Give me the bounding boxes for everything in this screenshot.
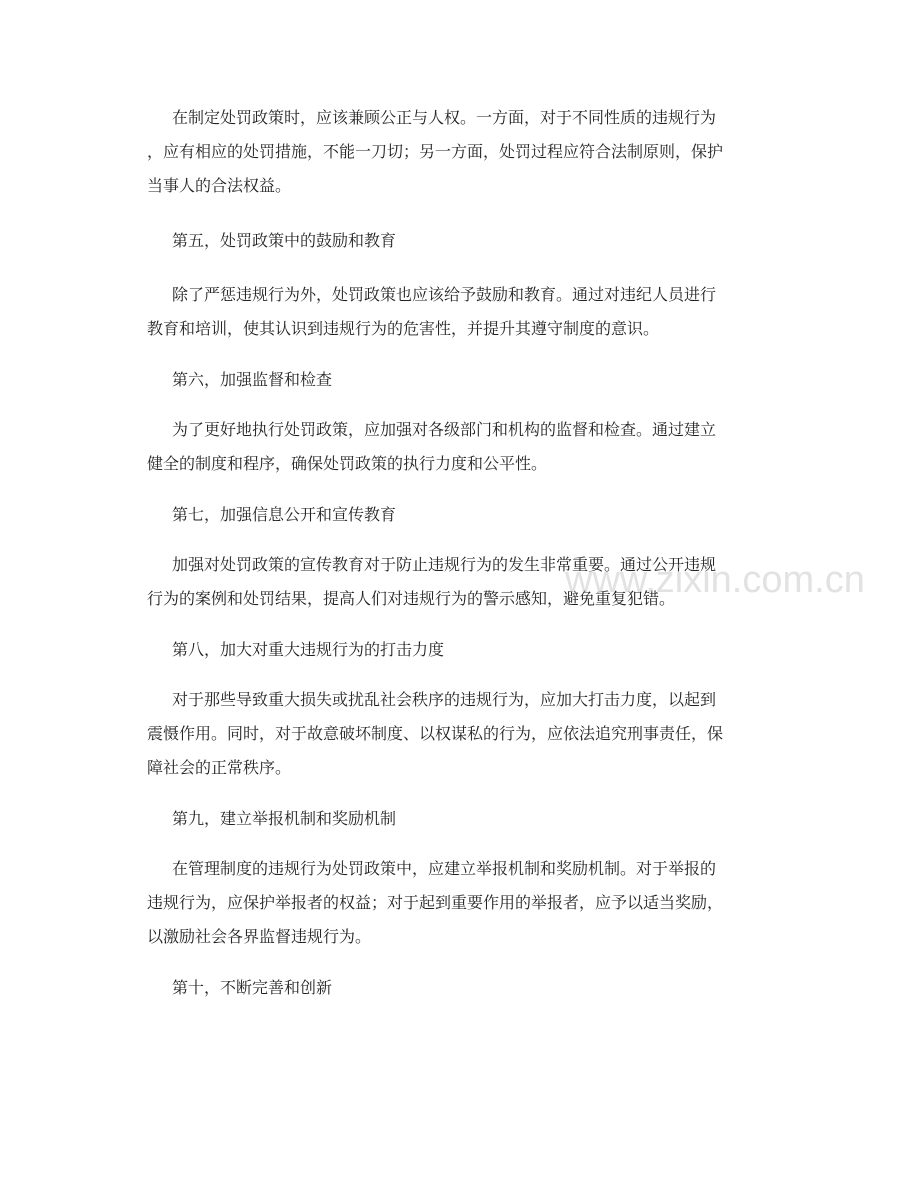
text-line: 在制定处罚政策时，应该兼顾公正与人权。一方面，对于不同性质的违规行为: [172, 108, 717, 127]
text-line: 健全的制度和程序，确保处罚政策的执行力度和公平性。: [147, 454, 548, 473]
text-line: 震慑作用。同时，对于故意破坏制度、以权谋私的行为，应依法追究刑事责任，保: [147, 724, 724, 743]
section-heading: 第八，加大对重大违规行为的打击力度: [172, 640, 445, 659]
text-line: 当事人的合法权益。: [147, 176, 292, 195]
text-line: 加强对处罚政策的宣传教育对于防止违规行为的发生非常重要。通过公开违规: [172, 555, 717, 574]
section-heading: 第七，加强信息公开和宣传教育: [172, 505, 397, 524]
text-line: 为了更好地执行处罚政策，应加强对各级部门和机构的监督和检查。通过建立: [172, 420, 717, 439]
text-line: 以激励社会各界监督违规行为。: [147, 927, 372, 946]
text-line: 教育和培训，使其认识到违规行为的危害性，并提升其遵守制度的意识。: [147, 319, 660, 338]
text-line: 障社会的正常秩序。: [147, 758, 292, 777]
text-line: 除了严惩违规行为外，处罚政策也应该给予鼓励和教育。通过对违纪人员进行: [172, 285, 717, 304]
text-line: 对于那些导致重大损失或扰乱社会秩序的违规行为，应加大打击力度，以起到: [172, 690, 717, 709]
text-line: 在管理制度的违规行为处罚政策中，应建立举报机制和奖励机制。对于举报的: [172, 859, 717, 878]
text-line: 违规行为，应保护举报者的权益；对于起到重要作用的举报者，应予以适当奖励，: [147, 893, 724, 912]
text-line: 行为的案例和处罚结果，提高人们对违规行为的警示感知，避免重复犯错。: [147, 589, 676, 608]
watermark: www.zixin.com.cn: [565, 559, 865, 601]
text-line: ，应有相应的处罚措施，不能一刀切；另一方面，处罚过程应符合法制原则，保护: [147, 142, 724, 161]
section-heading: 第五，处罚政策中的鼓励和教育: [172, 231, 397, 250]
section-heading: 第六，加强监督和检查: [172, 370, 333, 389]
section-heading: 第十，不断完善和创新: [172, 978, 333, 997]
section-heading: 第九，建立举报机制和奖励机制: [172, 809, 397, 828]
